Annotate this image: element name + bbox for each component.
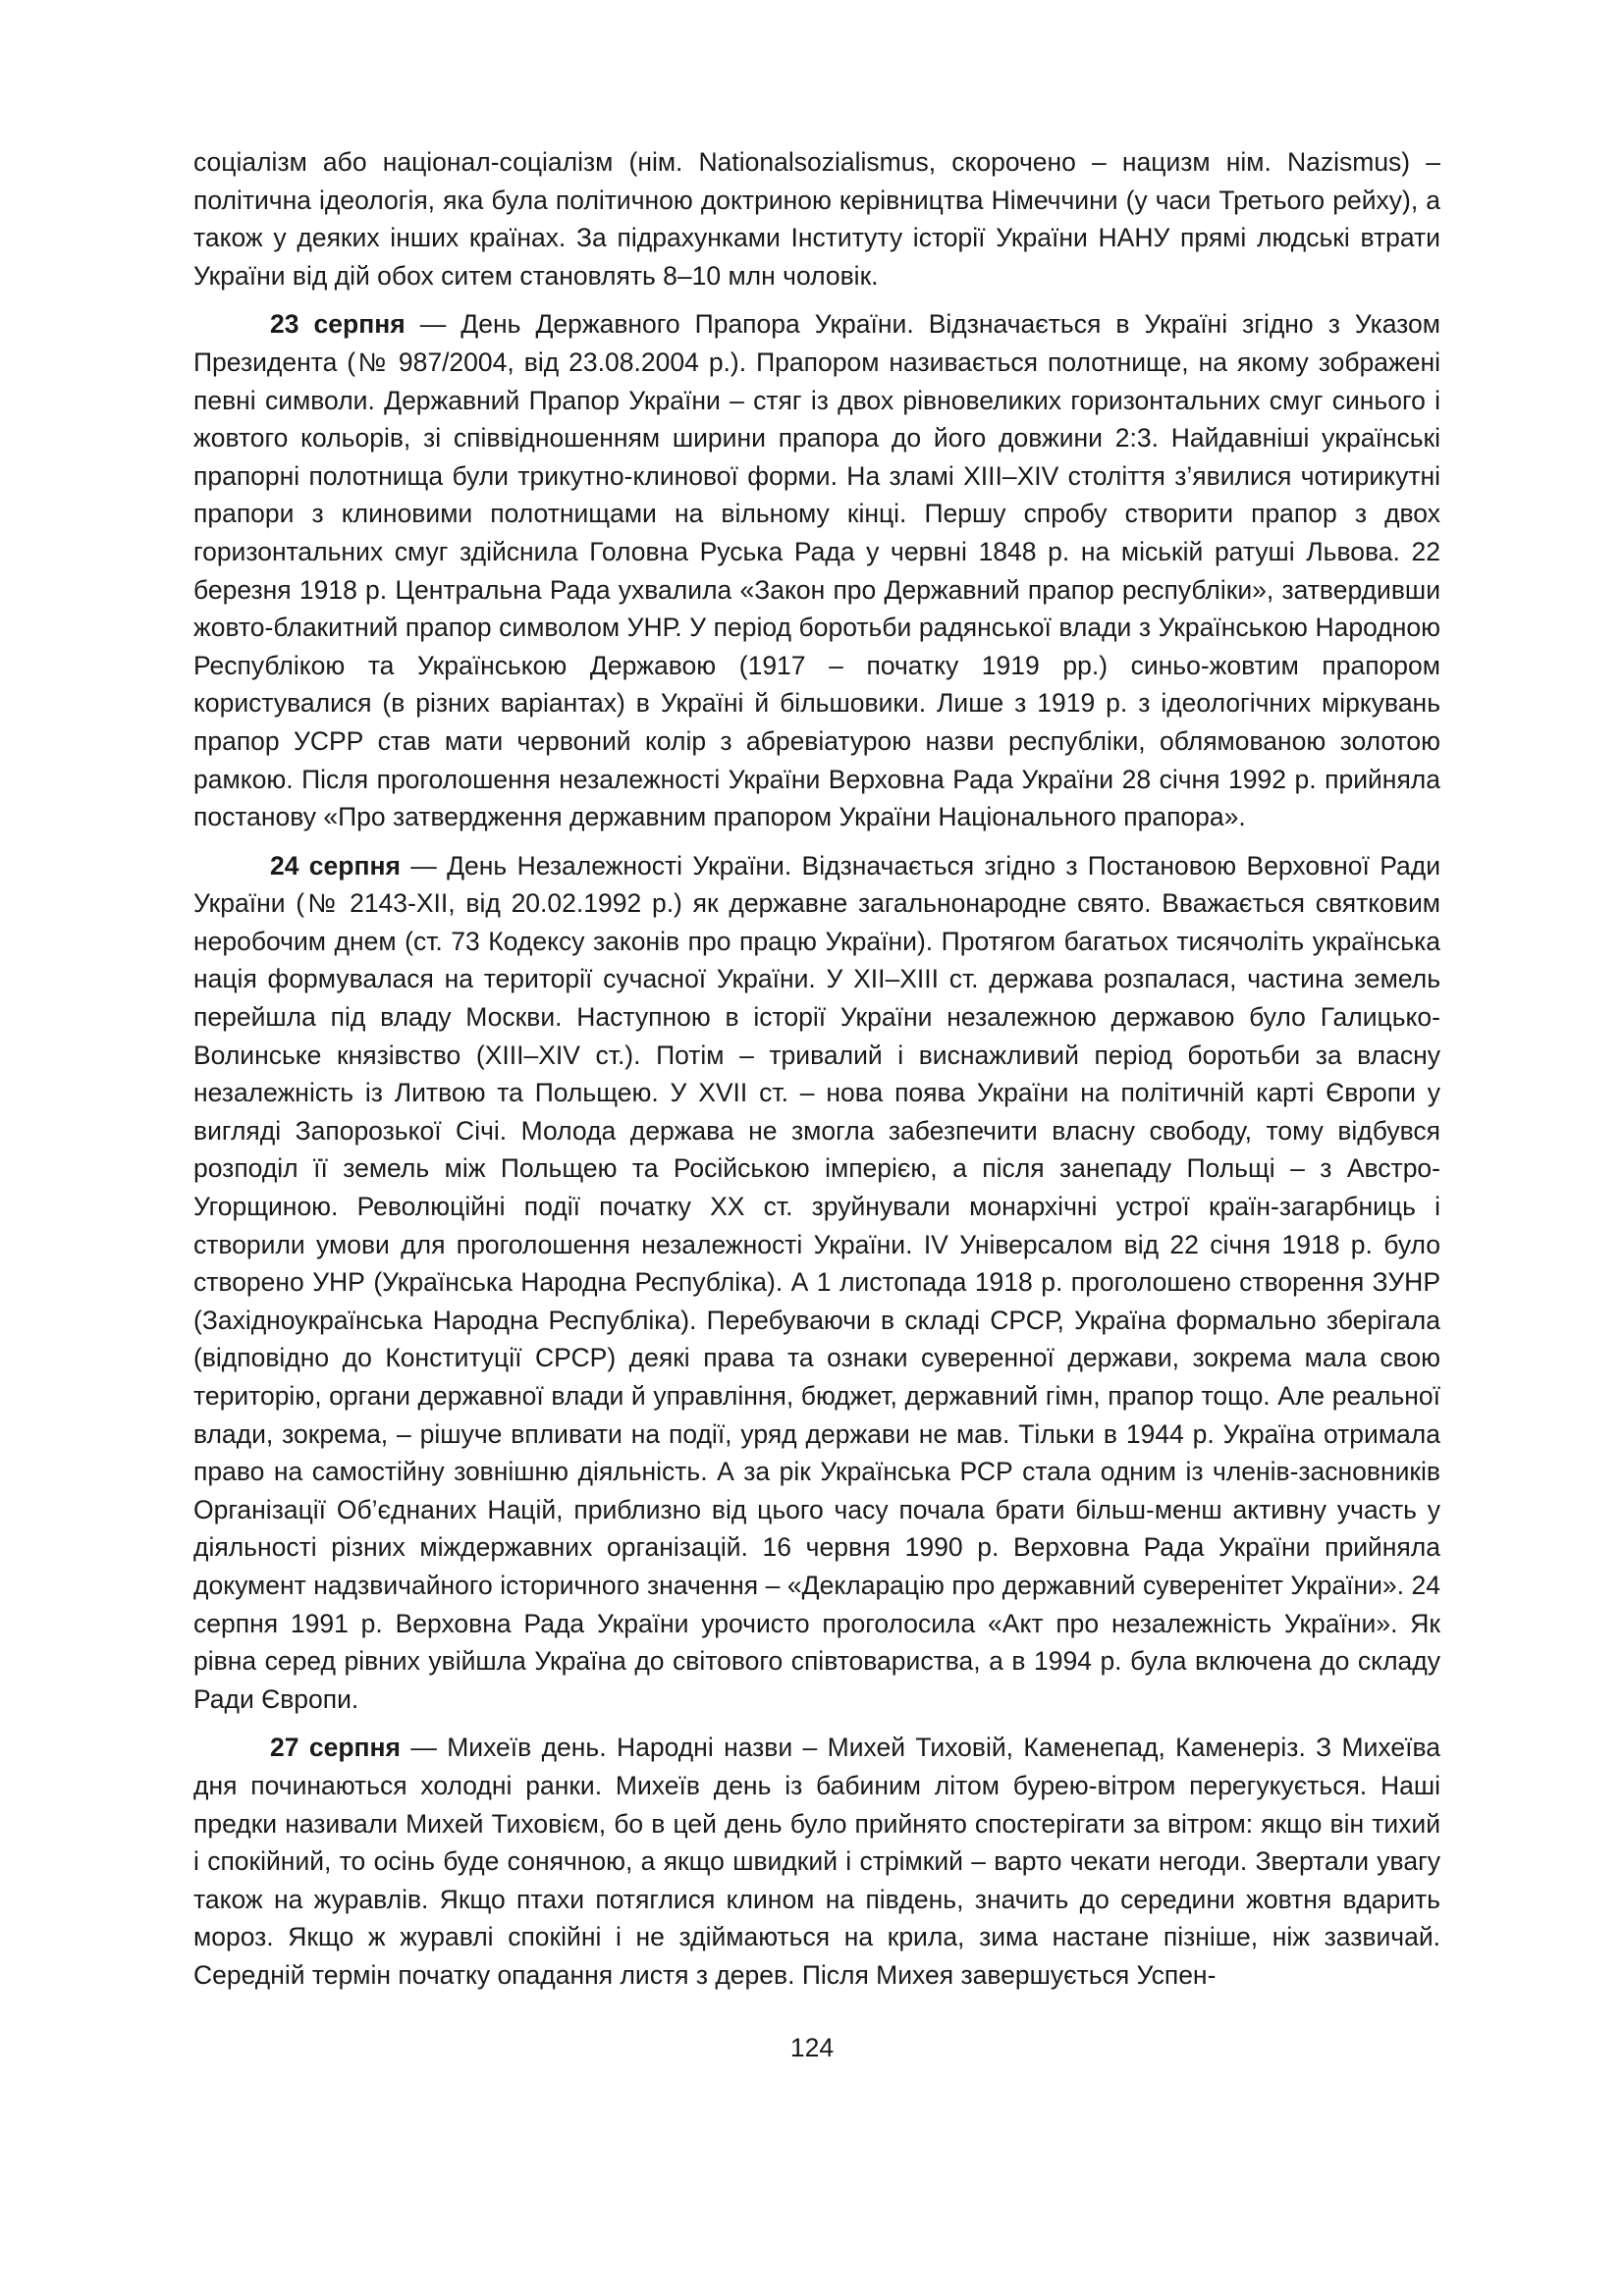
paragraph-date: 27 серпня bbox=[270, 1733, 401, 1763]
paragraph-date: 23 серпня bbox=[270, 309, 406, 340]
paragraph-date: 24 серпня bbox=[270, 850, 401, 881]
paragraph-text: соціалізм або націонал-соціалізм (нім. Nationalsozialismus, скорочено – нацизм нім. Nazismus) – політична ідеологія, яка була політичною доктриною керівництва Німеччини (у часи Третього рейху), а також у деяких інших країнах. За підрахунками Інституту історії України НАНУ прямі людські втрати України від дій обох ситем становлять 8–10 млн чоловік. bbox=[193, 147, 1440, 291]
paragraph-mykhei-day bbox=[193, 1729, 1440, 1994]
document-page bbox=[193, 143, 1440, 2005]
paragraph-flag-day bbox=[193, 305, 1440, 835]
paragraph-continuation bbox=[193, 143, 1440, 294]
paragraph-text: — Михеїв день. Народні назви – Михей Тиховій, Каменепад, Каменеріз. З Михеїва дня починаються холодні ранки. Михеїв день із бабиним літом бурею-вітром перегукується. Наші предки називали Михей Тиховієм, бо в цей день було прийнято спостерігати за вітром: якщо він тихий і спокійний, то осінь буде сонячною, а якщо швидкий і стрімкий – варто чекати негоди. Звертали увагу також на журавлів. Якщо птахи потяглися клином на південь, значить до середини жовтня вдарить мороз. Якщо ж журавлі спокійні і не здіймаються на крила, зима настане пізніше, ніж зазвичай. Середній термін початку опадання листя з дерев. Після Михея завершується Успен- bbox=[193, 1733, 1440, 1990]
paragraph-text: — День Державного Прапора України. Відзначається в Україні згідно з Указом Президента (№ 987/2004, від 23.08.2004 р.). Прапором називається полотнище, на якому зображені певні символи. Державний Прапор України – стяг із двох рівновеликих горизонтальних смуг синього і жовтого кольорів, зі співвідношенням ширини прапора до його довжини 2:3. Найдавніші українські прапорні полотнища були трикутно-клинової форми. На зламі XIII–XIV століття з’явилися чотирикутні прапори з клиновими полотнищами на вільному кінці. Першу спробу створити прапор з двох горизонтальних смуг здійснила Головна Руська Рада у червні 1848 р. на міській ратуші Львова. 22 березня 1918 р. Центральна Рада ухвалила «Закон про Державний прапор республіки», затвердивши жовто-блакитний прапор символом УНР. У період боротьби радянської влади з Українською Народною Республікою та Українською Державою (1917 – початку 1919 рр.) синьо-жовтим прапором користувалися (в різних варіантах) в Україні й більшовики. Лише з 1919 р. з ідеологічних міркувань прапор УСРР став мати червоний колір з абревіатурою назви республіки, облямованою золотою рамкою. Після проголошення незалежності України Верховна Рада України 28 січня 1992 р. прийняла постанову «Про затвердження державним прапором України Національного прапора». bbox=[193, 309, 1440, 832]
paragraph-independence-day bbox=[193, 847, 1440, 1719]
page-number: 124 bbox=[789, 2033, 835, 2062]
paragraph-text: — День Незалежності України. Відзначається згідно з Постановою Верховної Ради України (№ 2143-XII, від 20.02.1992 р.) як державне загальнонародне свято. Вважається святковим неробочим днем (ст. 73 Кодексу законів про працю України). Протягом багатьох тисячоліть українська нація формувалася на території сучасної України. У XII–XIII ст. держава розпалася, частина земель перейшла під владу Москви. Наступною в історії України незалежною державою було Галицько-Волинське князівство (XIII–XIV ст.). Потім – тривалий і виснажливий період боротьби за власну незалежність із Литвою та Польщею. У XVII ст. – нова поява України на політичній карті Європи у вигляді Запорозької Січі. Молода держава не змогла забезпечити власну свободу, тому відбувся розподіл її земель між Польщею та Російською імперією, а після занепаду Польщі – з Австро-Угорщиною. Революційні події початку XX ст. зруйнували монархічні устрої країн-загарбниць і створили умови для проголошення незалежності України. IV Універсалом від 22 січня 1918 р. було створено УНР (Українська Народна Республіка). А 1 листопада 1918 р. проголошено створення ЗУНР (Західноукраїнська Народна Республіка). Перебуваючи в складі СРСР, Україна формально зберігала (відповідно до Конституції СРСР) деякі права та ознаки суверенної держави, зокрема мала свою територію, органи державної влади й управління, бюджет, державний гімн, прапор тощо. Але реальної влади, зокрема, – рішуче впливати на події, уряд держави не мав. Тільки в 1944 р. Україна отримала право на самостійну зовнішню діяльність. А за рік Українська РСР стала одним із членів-засновників Організації Об’єднаних Націй, приблизно від цього часу почала брати більш-менш активну участь у діяльності різних міждержавних організацій. 16 червня 1990 р. Верховна Рада України прийняла документ надзвичайного історичного значення – «Декларацію про державний суверенітет України». 24 серпня 1991 р. Верховна Рада України урочисто проголосила «Акт про незалежність України». Як рівна серед рівних увійшла Україна до світового співтовариства, а в 1994 р. була включена до складу Ради Європи. bbox=[193, 850, 1440, 1714]
